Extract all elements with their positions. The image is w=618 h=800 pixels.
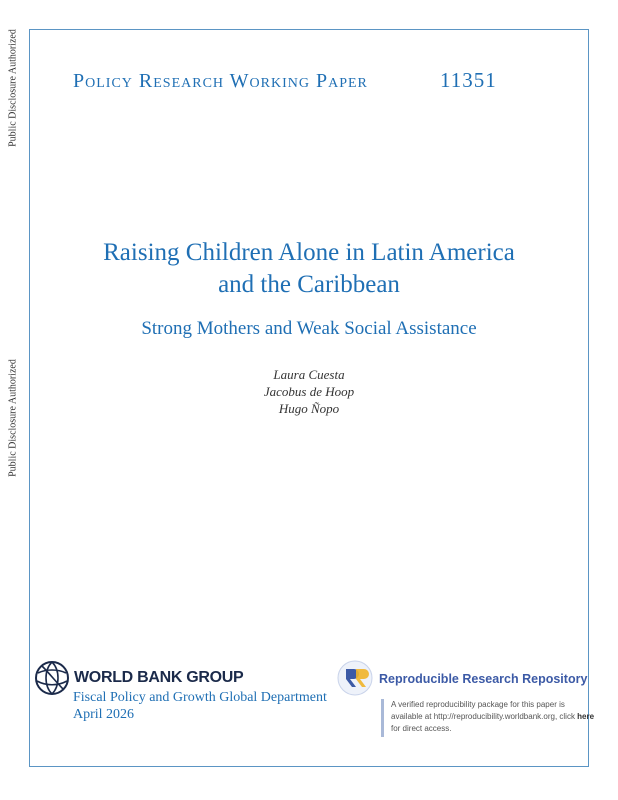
author-name: Hugo Ñopo xyxy=(278,401,340,416)
rr-logo-icon xyxy=(337,660,373,696)
repository-note: A verified reproducibility package for this paper is available at http://reproducibility.worldbank.org, click here for direct access. xyxy=(381,699,596,737)
paper-title xyxy=(29,237,589,301)
paper-number: 11351 xyxy=(440,68,497,92)
series-name: Policy Research Working Paper xyxy=(73,70,368,92)
globe-icon xyxy=(34,660,70,696)
title-line-2: and the Caribbean xyxy=(218,271,400,298)
title-line-1: Raising Children Alone in Latin America xyxy=(103,239,515,266)
author-name: Jacobus de Hoop xyxy=(263,384,355,399)
author-list xyxy=(29,366,589,417)
repository-name: Reproducible Research Repository xyxy=(379,672,588,686)
paper-subtitle: Strong Mothers and Weak Social Assistance xyxy=(141,318,477,339)
world-bank-group-name: WORLD BANK GROUP xyxy=(74,669,244,686)
publisher-info xyxy=(73,689,327,723)
department-name: Fiscal Policy and Growth Global Department xyxy=(73,690,327,705)
publication-date: April 2026 xyxy=(73,707,135,722)
repository-link[interactable]: here xyxy=(577,712,595,721)
author-name: Laura Cuesta xyxy=(273,367,345,382)
